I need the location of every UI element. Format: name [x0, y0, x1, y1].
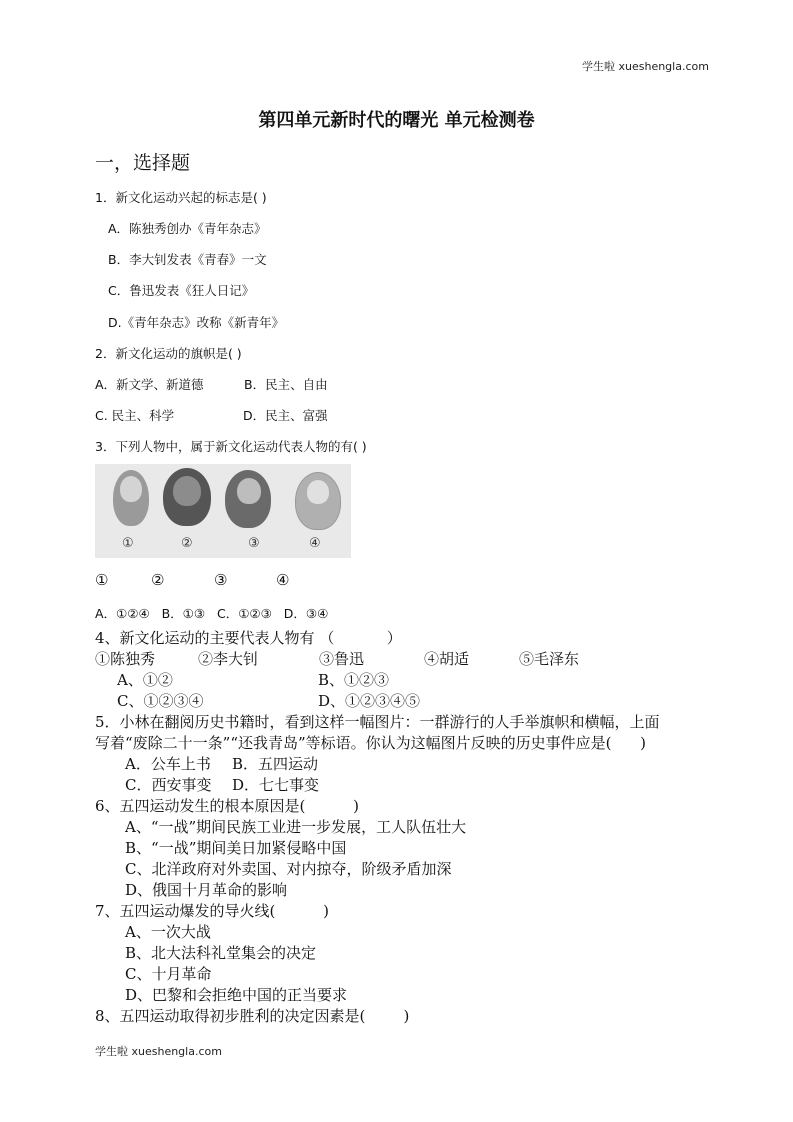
- question-1-option-c: C．鲁迅发表《狂人日记》: [108, 283, 255, 298]
- question-5-line-2: 写着“废除二十一条”“还我青岛”等标语。你认为这幅图片反映的历史事件应是( ): [95, 734, 646, 752]
- question-1-option-b: B．李大钊发表《青春》一文: [108, 252, 267, 267]
- photo-label-4: ④: [309, 536, 321, 551]
- question-4-person-1: ①陈独秀: [95, 650, 156, 668]
- question-2-option-a: A．新文学、新道德: [95, 377, 204, 392]
- question-4-option-c: C、①②③④: [117, 692, 204, 710]
- question-6-option-b: B、“一战”期间美日加紧侵略中国: [125, 839, 347, 857]
- question-5-option-b: B．五四运动: [232, 755, 319, 773]
- portrait-2-face: [173, 476, 201, 506]
- question-4-person-5: ⑤毛泽东: [519, 650, 580, 668]
- portrait-1-face: [120, 476, 142, 502]
- portrait-4-face: [307, 480, 329, 504]
- photo-label-1: ①: [122, 536, 134, 551]
- question-2-stem: 2．新文化运动的旗帜是( ): [95, 346, 242, 361]
- question-7-option-d: D、巴黎和会拒绝中国的正当要求: [125, 986, 348, 1004]
- question-5-option-c: C．西安事变: [125, 776, 212, 794]
- question-3-stem: 3．下列人物中，属于新文化运动代表人物的有( ): [95, 439, 367, 454]
- question-4-option-b: B、①②③: [318, 671, 390, 689]
- question-2-option-b: B．民主、自由: [244, 377, 328, 392]
- question-1-stem: 1．新文化运动兴起的标志是( ): [95, 190, 267, 205]
- question-1-option-d: D.《青年杂志》改称《新青年》: [108, 315, 285, 330]
- page-title: 第四单元新时代的曙光 单元检测卷: [258, 110, 535, 131]
- section-heading: 一，选择题: [95, 152, 191, 174]
- question-6-option-d: D、俄国十月革命的影响: [125, 881, 288, 899]
- question-6-option-a: A、“一战”期间民族工业进一步发展，工人队伍壮大: [125, 818, 467, 836]
- question-2-option-d: D．民主、富强: [243, 408, 328, 423]
- question-6-option-c: C、北洋政府对外卖国、对内掠夺，阶级矛盾加深: [125, 860, 452, 878]
- photo-label-3: ③: [248, 536, 260, 551]
- question-8-stem: 8、五四运动取得初步胜利的决定因素是( ): [95, 1007, 410, 1025]
- question-7-option-b: B、北大法科礼堂集会的决定: [125, 944, 317, 962]
- question-2-option-c: C. 民主、科学: [95, 408, 175, 423]
- question-4-option-a: A、①②: [117, 671, 173, 689]
- header-brand: 学生啦 xueshengla.com: [582, 60, 709, 73]
- question-3-label-3: ③: [214, 571, 228, 589]
- question-4-stem: 4、新文化运动的主要代表人物有 （ ）: [95, 629, 402, 647]
- question-4-option-d: D、①②③④⑤: [318, 692, 421, 710]
- question-4-person-2: ②李大钊: [198, 650, 259, 668]
- photo-label-2: ②: [181, 536, 193, 551]
- question-3-label-2: ②: [151, 571, 165, 589]
- question-4-person-4: ④胡适: [424, 650, 470, 668]
- question-4-person-3: ③鲁迅: [319, 650, 365, 668]
- portrait-3-face: [237, 478, 261, 504]
- question-7-option-c: C、十月革命: [125, 965, 212, 983]
- question-7-option-a: A、一次大战: [125, 923, 211, 941]
- portraits-image: [95, 464, 351, 558]
- question-5-option-d: D．七七事变: [232, 776, 320, 794]
- question-3-label-1: ①: [95, 571, 109, 589]
- footer-brand: 学生啦 xueshengla.com: [95, 1045, 222, 1058]
- question-3-label-4: ④: [276, 571, 290, 589]
- question-1-option-a: A．陈独秀创办《青年杂志》: [108, 221, 267, 236]
- question-7-stem: 7、五四运动爆发的导火线( ): [95, 902, 329, 920]
- question-5-option-a: A．公车上书: [125, 755, 211, 773]
- question-3-options: A．①②④ B．①③ C．①②③ D．③④: [95, 606, 329, 621]
- question-5-line-1: 5．小林在翻阅历史书籍时，看到这样一幅图片：一群游行的人手举旗帜和横幅，上面: [95, 713, 660, 731]
- question-6-stem: 6、五四运动发生的根本原因是( ): [95, 797, 359, 815]
